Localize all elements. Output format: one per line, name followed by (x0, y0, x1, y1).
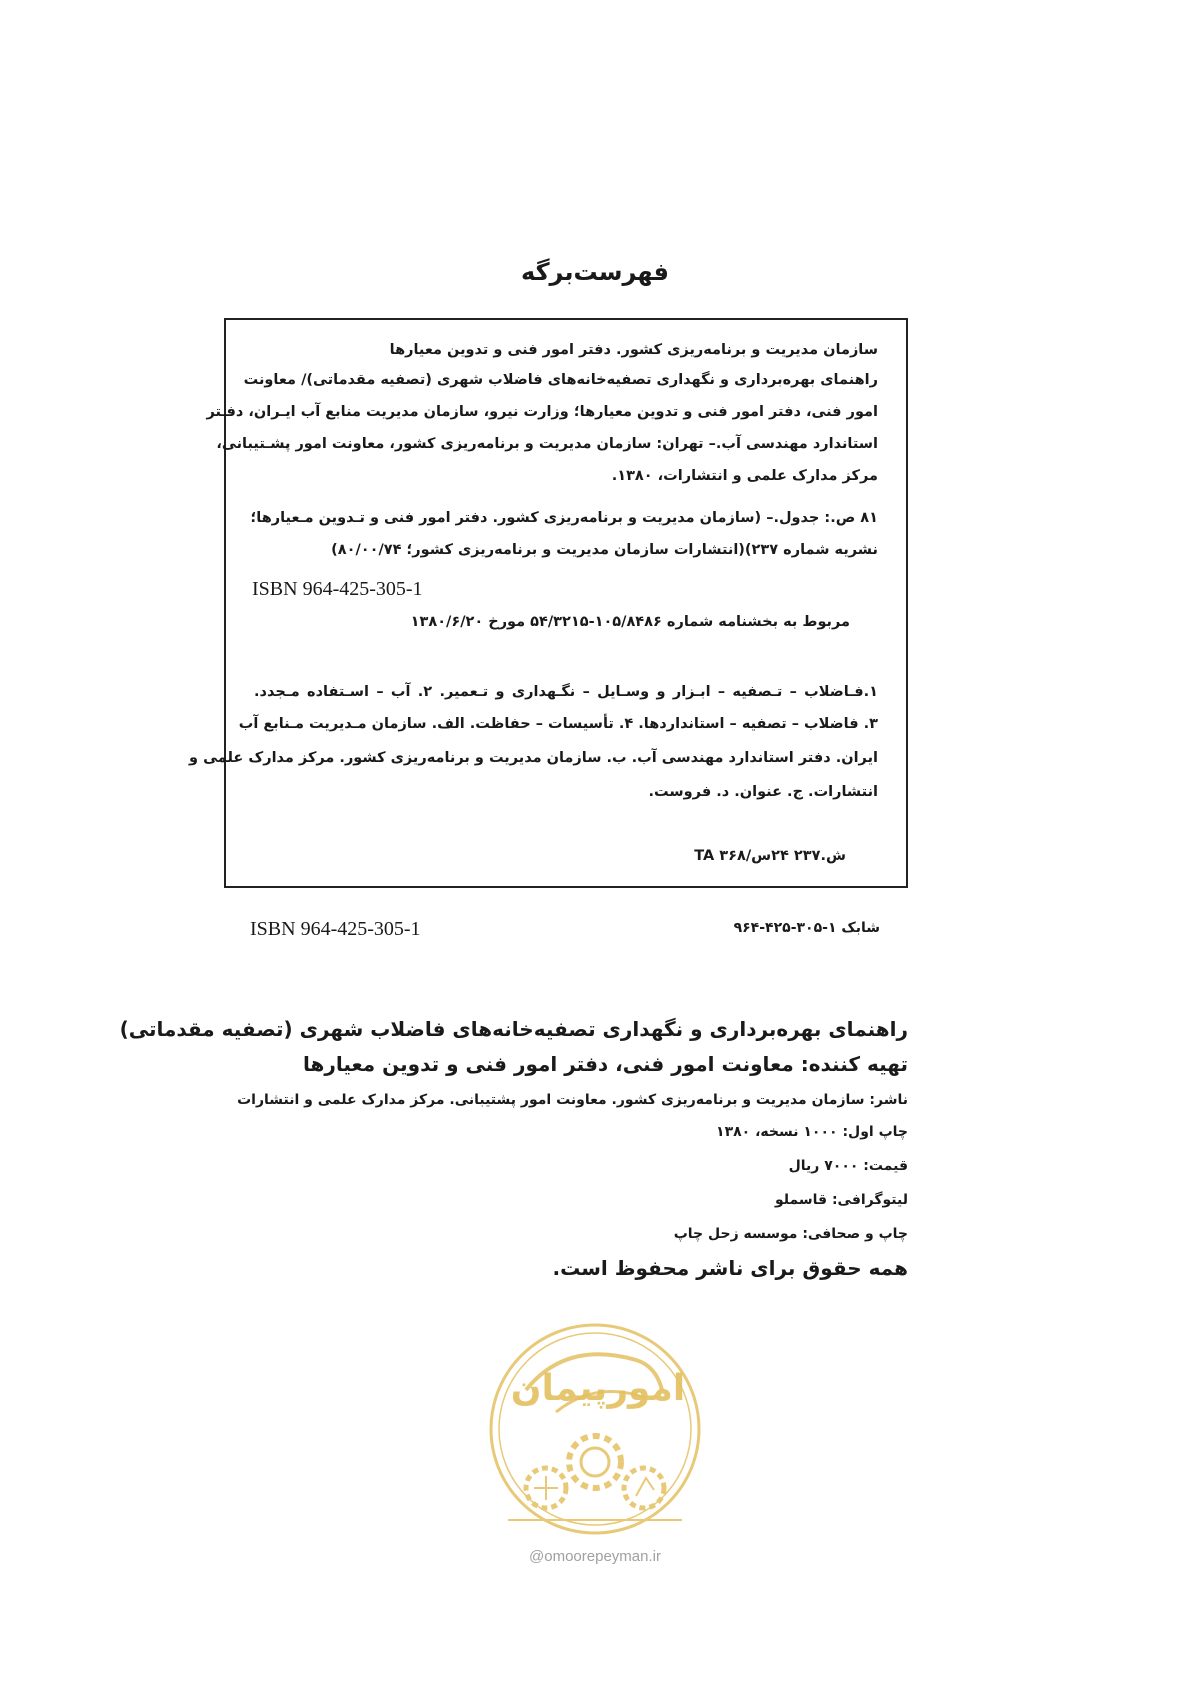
call-number: ش.۲۳۷ ۲۴س/۳۶۸ TA (694, 848, 846, 864)
catalog-line: امور فنی، دفتر امور فنی و تدوین معیارها؛ وزارت نیرو، سازمان مدیریت منابع آب ایـران، دفـتر (206, 404, 878, 420)
edition: چاپ اول: ۱۰۰۰ نسخه، ۱۳۸۰ (716, 1124, 908, 1140)
publisher-seal-icon (486, 1320, 704, 1538)
circular-reference: مربوط به بخشنامه شماره ۱۰۵/۸۴۸۶-۵۴/۳۲۱۵ مورخ ۱۳۸۰/۶/۲۰ (410, 614, 850, 630)
catalog-card (189, 318, 908, 888)
watermark-url: omoorepeyman.ir (544, 1548, 661, 1565)
catalog-line: مرکز مدارک علمی و انتشارات، ۱۳۸۰. (611, 468, 878, 484)
subject-line: ایران. دفتر استاندارد مهندسی آب. ب. سازمان مدیریت و برنامه‌ریزی کشور. مرکز مدارک علمی و (189, 750, 878, 766)
subject-line: انتشارات. ج. عنوان. د. فروست. (648, 784, 878, 800)
price: قیمت: ۷۰۰۰ ریال (788, 1158, 908, 1174)
page-title: فهرست‌برگه (521, 258, 669, 286)
book-title: راهنمای بهره‌برداری و نگهداری تصفیه‌خانه‌های فاضلاب شهری (تصفیه مقدماتی) (119, 1017, 908, 1041)
isbn-persian: شابک ۱-۳۰۵-۴۲۵-۹۶۴ (733, 920, 880, 936)
at-icon: @ (529, 1548, 545, 1565)
publisher: ناشر: سازمان مدیریت و برنامه‌ریزی کشور. معاونت امور پشتیبانی. مرکز مدارک علمی و انتشارات (237, 1092, 908, 1108)
rights-notice: همه حقوق برای ناشر محفوظ است. (552, 1256, 908, 1280)
isbn-latin: ISBN 964-425-305-1 (250, 918, 421, 940)
subject-line: ۱.فـاضلاب – تـصفیه – ابـزار و وسـایل – نگـهداری و تـعمیر. ۲. آب – اسـتفاده مـجدد. (254, 684, 879, 700)
catalog-line: استاندارد مهندسی آب.– تهران: سازمان مدیریت و برنامه‌ریزی کشور، معاونت امور پشـتیبانی، (216, 436, 878, 452)
catalog-line: راهنمای بهره‌برداری و نگهداری تصفیه‌خانه‌های فاضلاب شهری (تصفیه مقدماتی)/ معاونت (243, 372, 878, 388)
preparer: تهیه کننده: معاونت امور فنی، دفتر امور فنی و تدوین معیارها (302, 1052, 908, 1076)
printing: چاپ و صحافی: موسسه زحل چاپ (673, 1226, 908, 1242)
lithography: لیتوگرافی: قاسملو (775, 1192, 908, 1208)
catalog-line: سازمان مدیریت و برنامه‌ریزی کشور. دفتر امور فنی و تدوین معیارها (389, 342, 878, 358)
catalog-line: نشریه شماره ۲۳۷)(انتشارات سازمان مدیریت و برنامه‌ریزی کشور؛ ۸۰/۰۰/۷۴) (331, 542, 878, 558)
catalog-line: ۸۱ ص.: جدول.– (سازمان مدیریت و برنامه‌ریزی کشور. دفتر امور فنی و تـدوین مـعیارها؛ (250, 510, 878, 526)
seal-text: امورپیمان (510, 1368, 686, 1409)
watermark (0, 1548, 1190, 1565)
subject-line: ۳. فاضلاب – تصفیه – استانداردها. ۴. تأسیسات – حفاظت. الف. سازمان مـدیریت مـنابع آب (238, 716, 878, 732)
catalog-isbn: ISBN 964-425-305-1 (252, 578, 423, 600)
